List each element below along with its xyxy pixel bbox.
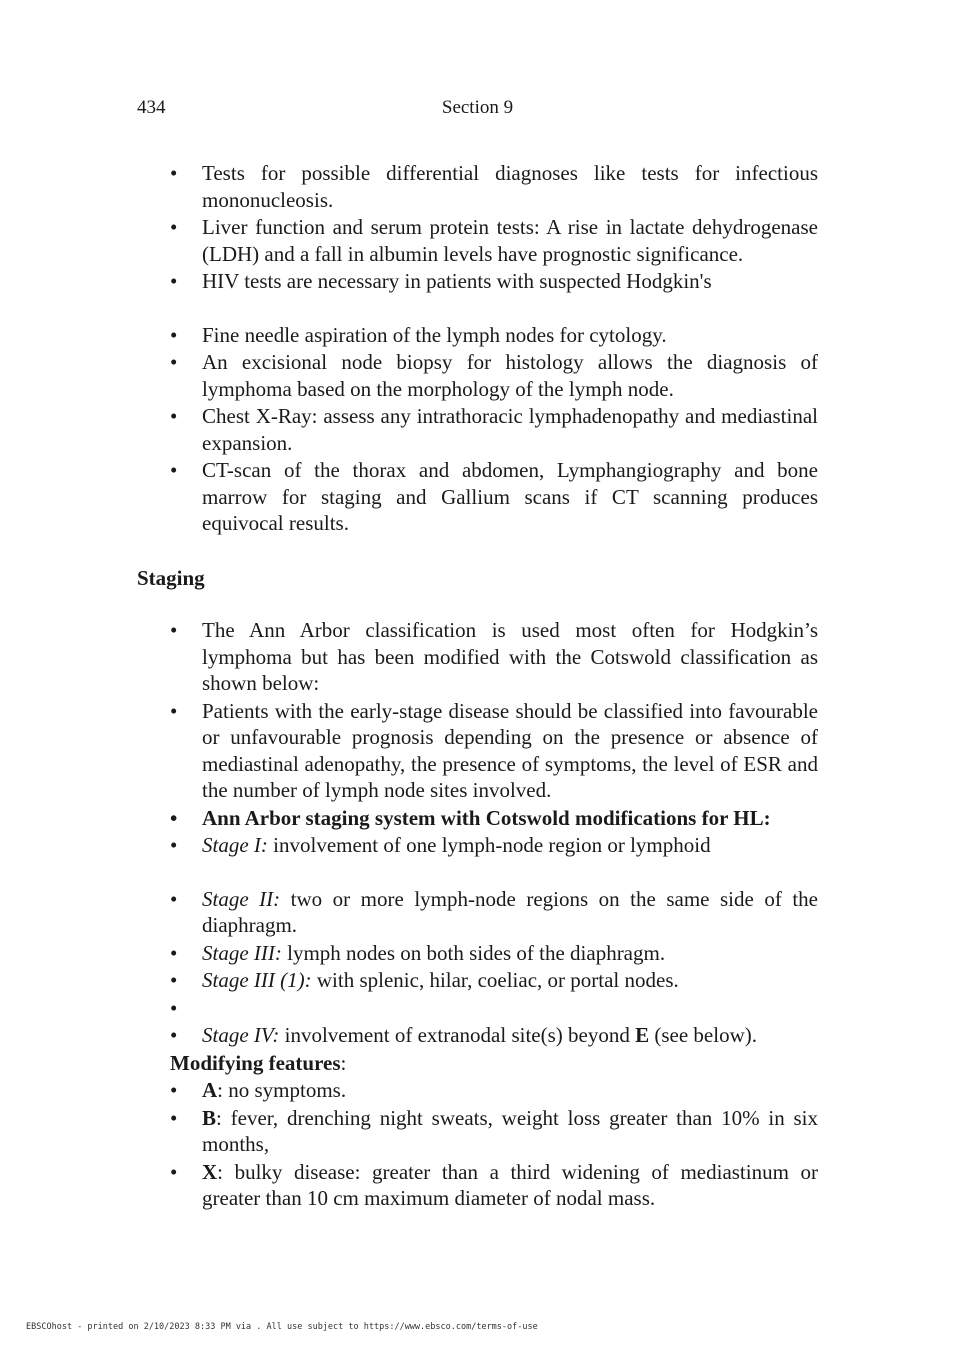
investigations-list bbox=[137, 160, 818, 295]
empty-bullet bbox=[137, 995, 818, 1022]
list-item: • An excisional node biopsy for histology allows the diagnosis of lymphoma based on the morphology of the lymph node. bbox=[137, 349, 818, 402]
modifier-label: A bbox=[202, 1078, 218, 1102]
modifier-label: X bbox=[202, 1159, 218, 1184]
stage-label: Stage II: bbox=[202, 886, 281, 911]
investigations-list-continued bbox=[137, 322, 818, 537]
modifier-item bbox=[137, 1159, 818, 1212]
list-item: • Ann Arbor staging system with Cotswold modifications for HL: bbox=[137, 805, 818, 832]
stage-text: with splenic, hilar, coeliac, or portal nodes. bbox=[311, 968, 679, 992]
modifiers-list bbox=[137, 1077, 818, 1212]
modifier-text: : fever, drenching night sweats, weight loss greater than 10% in six months, bbox=[202, 1105, 818, 1156]
stage-item bbox=[137, 967, 818, 994]
modifier-label: B bbox=[202, 1105, 217, 1130]
stage-item bbox=[137, 832, 818, 859]
staging-heading: Staging bbox=[137, 565, 205, 590]
stage-label: Stage III: bbox=[202, 940, 282, 965]
list-item: • CT-scan of the thorax and abdomen, Lymphangiography and bone marrow for staging and Gallium scans if CT scanning produces equivocal results. bbox=[137, 457, 818, 537]
modifier-item bbox=[137, 1105, 818, 1158]
stage-text-after: (see below). bbox=[649, 1023, 757, 1047]
modifier-text: : no symptoms. bbox=[217, 1078, 347, 1102]
stage-e-label: E bbox=[635, 1023, 650, 1047]
list-item: • Tests for possible differential diagnoses like tests for infectious mononucleosis. bbox=[137, 160, 818, 213]
modifier-item bbox=[137, 1077, 818, 1104]
list-item: • Patients with the early-stage disease should be classified into favourable or unfavourable prognosis depending on the presence or absence of mediastinal adenopathy, the presence of symptoms, the level of ESR and the number of lymph node sites involved. bbox=[137, 698, 818, 804]
stage-item bbox=[137, 886, 818, 939]
stage-item bbox=[137, 1022, 818, 1049]
list-item: • Chest X-Ray: assess any intrathoracic lymphadenopathy and mediastinal expansion. bbox=[137, 403, 818, 456]
stage-text: lymph nodes on both sides of the diaphragm. bbox=[281, 940, 666, 965]
staging-list bbox=[137, 617, 818, 859]
list-item: • The Ann Arbor classification is used most often for Hodgkin’s lymphoma but has been modified with the Cotswold classification as shown below: bbox=[137, 617, 818, 697]
stage-text: two or more lymph-node regions on the same side of the diaphragm. bbox=[202, 886, 818, 937]
list-item: • HIV tests are necessary in patients with suspected Hodgkin's bbox=[137, 268, 818, 295]
stage-label: Stage IV: bbox=[202, 1023, 280, 1047]
print-footer: EBSCOhost - printed on 2/10/2023 8:33 PM via . All use subject to https://www.ebsco.com/terms-of-use bbox=[26, 1322, 538, 1332]
page-number: 434 bbox=[137, 97, 166, 118]
stages-list bbox=[137, 886, 818, 1049]
page-body bbox=[137, 160, 818, 1213]
running-head: Section 9 bbox=[441, 97, 514, 118]
list-item: • Fine needle aspiration of the lymph nodes for cytology. bbox=[137, 322, 818, 349]
stage-item bbox=[137, 940, 818, 967]
stage-text: involvement of one lymph-node region or lymphoid bbox=[267, 833, 711, 857]
list-item: • Liver function and serum protein tests: A rise in lactate dehydrogenase (LDH) and a fall in albumin levels have prognostic significance. bbox=[137, 214, 818, 267]
modifying-features-heading: Modifying features: bbox=[170, 1050, 347, 1075]
stage-label: Stage III (1): bbox=[202, 968, 312, 992]
stage-text: involvement of extranodal site(s) beyond bbox=[279, 1023, 636, 1047]
stage-label: Stage I: bbox=[202, 833, 268, 857]
modifier-text: : bulky disease: greater than a third widening of mediastinum or greater than 10 cm maximum diameter of nodal mass. bbox=[202, 1159, 818, 1210]
